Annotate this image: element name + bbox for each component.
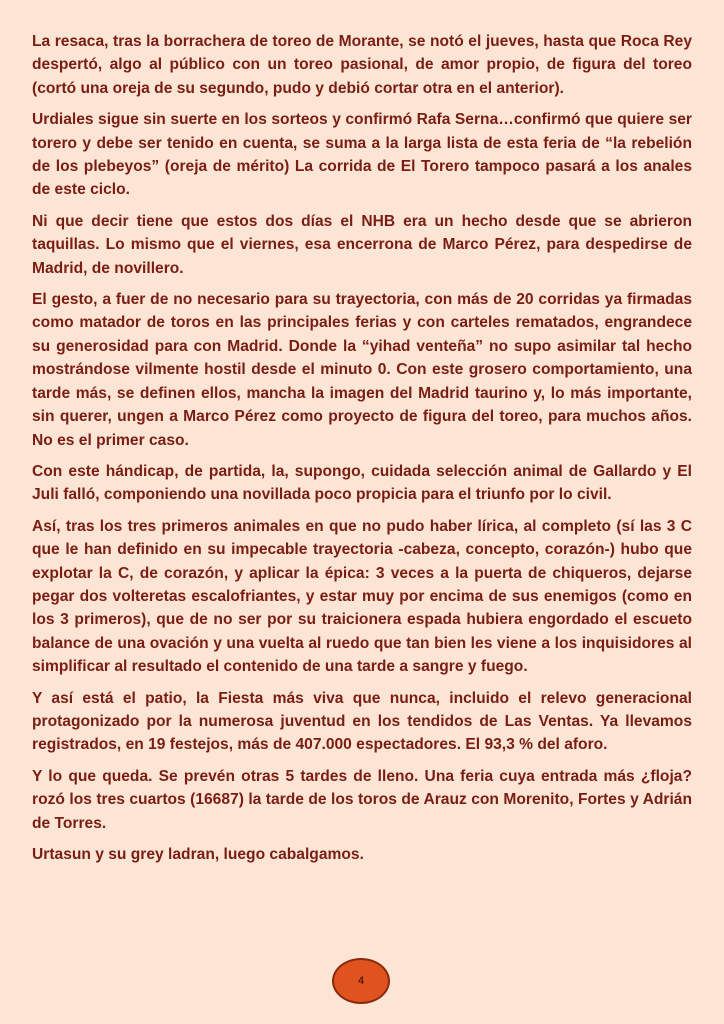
paragraph-1: La resaca, tras la borrachera de toreo de Morante, se notó el jueves, hasta que Roca Rey despertó, algo al público con un toreo pasional, de amor propio, de figura del toreo (cortó una oreja de su segundo, pudo y debió cortar otra en el anterior). — [32, 33, 692, 97]
article-body — [32, 30, 692, 874]
paragraph-5: Con este hándicap, de partida, la, supongo, cuidada selección animal de Gallardo y El Juli falló, componiendo una novillada poco propicia para el triunfo por lo civil. — [32, 462, 692, 504]
page-number: 4 — [357, 975, 365, 987]
paragraph-8: Y lo que queda. Se prevén otras 5 tardes de lleno. Una feria cuya entrada más ¿floja? rozó los tres cuartos (16687) la tarde de los toros de Arauz con Morenito, Fortes y Adrián de Torres. — [32, 767, 692, 832]
paragraph-9: Urtasun y su grey ladran, luego cabalgamos. — [32, 846, 364, 863]
paragraph-3: Ni que decir tiene que estos dos días el NHB era un hecho desde que se abrieron taquillas. Lo mismo que el viernes, esa encerrona de Marco Pérez, para despedirse de Madrid, de novillero. — [32, 212, 692, 277]
paragraph-6: Así, tras los tres primeros animales en que no pudo haber lírica, al completo (sí las 3 C que le han definido en su impecable trayectoria -cabeza, concepto, corazón-) hubo que explotar la C, de corazón, y aplicar la épica: 3 veces a la puerta de chiqueros, dejarse pegar dos volteretas escalofriantes, y estar muy por encima de sus enemigos (como en los 3 primeros), que de no ser por su traicionera espada hubiera engordado el escueto balance de una ovación y una vuelta al ruedo que tan bien les viene a los inquisidores al simplificar al resultado el contenido de una tarde a sangre y fuego. — [32, 517, 692, 676]
paragraph-7: Y así está el patio, la Fiesta más viva que nunca, incluido el relevo generacional protagonizado por la numerosa juventud en los tendidos de Las Ventas. Ya llevamos registrados, en 19 festejos, más de 407.000 espectadores. El 93,3 % del aforo. — [32, 689, 692, 754]
page-number-badge — [332, 958, 390, 1004]
paragraph-2: Urdiales sigue sin suerte en los sorteos y confirmó Rafa Serna…confirmó que quiere ser torero y debe ser tenido en cuenta, se suma a la larga lista de esta feria de “la rebelión de los plebeyos” (oreja de mérito) La corrida de El Torero tampoco pasará a los anales de este ciclo. — [32, 111, 692, 199]
paragraph-4: El gesto, a fuer de no necesario para su trayectoria, con más de 20 corridas ya firmadas como matador de toros en las principales ferias y con carteles rematados, engrandece su generosidad para con Madrid. Donde la “yihad venteña” no supo asimilar tal hecho mostrándose vilmente hostil desde el minuto 0. Con este grosero comportamiento, una tarde más, se definen ellos, mancha la imagen del Madrid taurino y, lo más importante, sin querer, ungen a Marco Pérez como proyecto de figura del toreo, para muchos años. No es el primer caso. — [32, 291, 692, 449]
